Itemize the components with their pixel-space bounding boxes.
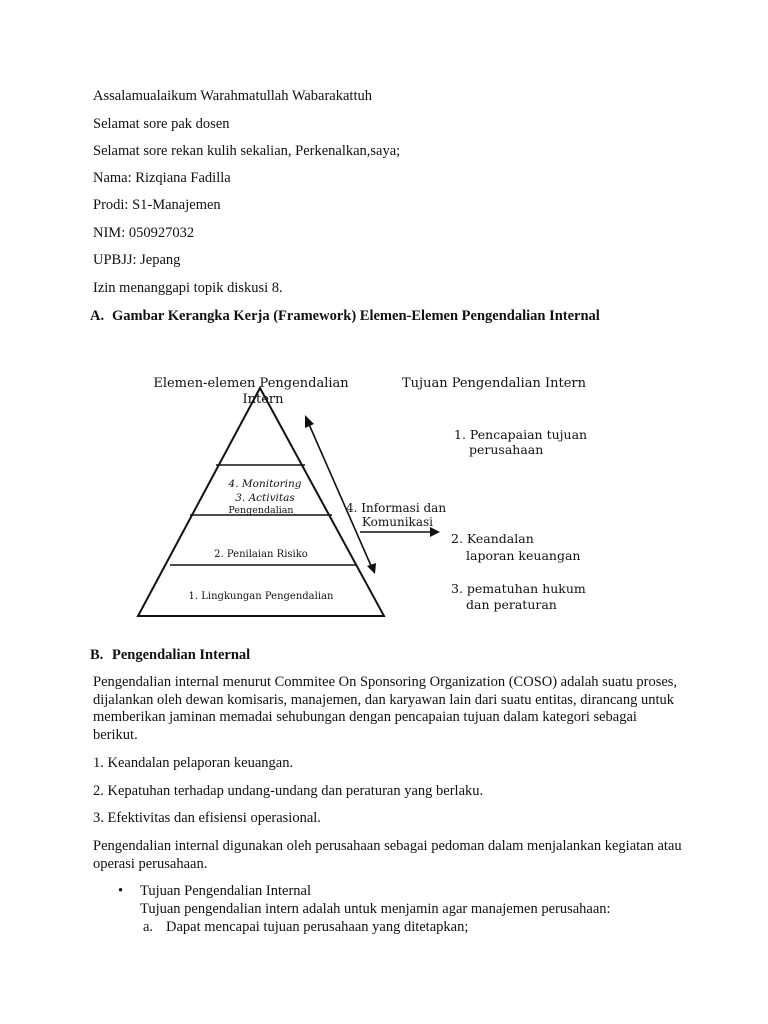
level-1-label: 1. Lingkungan Pengendalian [188, 591, 334, 602]
framework-diagram [120, 360, 600, 620]
upbjj-line: UPBJJ: Jepang [93, 252, 181, 268]
sub-list-marker: a. [143, 919, 154, 935]
arrow-head-down-icon [367, 563, 376, 574]
section-a-title: Gambar Kerangka Kerja (Framework) Elemen-Elemen Pengendalian Internal [112, 308, 600, 324]
greeting-line: Selamat sore pak dosen [93, 116, 230, 132]
usage-paragraph: Pengendalian internal digunakan oleh perusahaan sebagai pedoman dalam menjalankan kegiatan atau operasi perusahaan. [93, 838, 682, 872]
section-a-heading [90, 308, 600, 325]
goal-3-label: 3. pematuhan hukum [451, 581, 586, 596]
greeting-line: Selamat sore rekan kulih sekalian, Perkenalkan,saya; [93, 143, 401, 159]
sub-list-item [143, 919, 468, 936]
section-b-heading [90, 647, 250, 664]
bullet-description: Tujuan pengendalian intern adalah untuk menjamin agar manajemen perusahaan: [140, 901, 611, 917]
left-title-1: Elemen-elemen Pengendalian [153, 376, 349, 391]
list-item: 3. Efektivitas dan efisiensi operasional. [93, 810, 321, 826]
prodi-line: Prodi: S1-Manajemen [93, 197, 221, 213]
left-title-2: Intern [242, 392, 284, 407]
bullet-item [118, 883, 311, 900]
list-item: 2. Kepatuhan terhadap undang-undang dan peraturan yang berlaku. [93, 783, 484, 799]
info-label-2: Komunikasi [362, 515, 433, 529]
section-b-marker: B. [90, 647, 104, 663]
section-a-marker: A. [90, 308, 105, 324]
level-3-label: 3. Activitas [235, 492, 295, 504]
level-3-label-b: Pengendalian [228, 505, 294, 516]
sub-list-text: Dapat mencapai tujuan perusahaan yang ditetapkan; [166, 919, 469, 935]
nim-line: NIM: 050927032 [93, 225, 195, 241]
section-b-title: Pengendalian Internal [112, 647, 251, 663]
level-4-label: 4. Monitoring [228, 478, 302, 490]
bullet-title: Tujuan Pengendalian Internal [140, 883, 312, 899]
info-label-1: 4. Informasi dan [346, 501, 447, 515]
goal-3-label-b: dan peraturan [466, 597, 557, 612]
goal-1-label-b: perusahaan [469, 442, 544, 457]
goal-2-label-b: laporan keuangan [466, 548, 581, 563]
coso-definition-paragraph: Pengendalian internal menurut Commitee On Sponsoring Organization (COSO) adalah suatu proses, dijalankan oleh dewan komisaris, manajemen, dan karyawan lain dari suatu entitas, dirancang untuk memberikan jaminan memadai sehubungan dengan pencapaian tujuan dalam kategori sebagai berikut. [93, 674, 678, 743]
greeting-line: Assalamualaikum Warahmatullah Wabarakattuh [93, 88, 372, 104]
level-2-label: 2. Penilaian Risiko [214, 549, 308, 560]
greeting-line: Izin menanggapi topik diskusi 8. [93, 280, 283, 296]
bullet-icon: • [118, 883, 124, 899]
right-title: Tujuan Pengendalian Intern [402, 376, 586, 391]
goal-1-label: 1. Pencapaian tujuan [454, 427, 588, 442]
name-line: Nama: Rizqiana Fadilla [93, 170, 231, 186]
list-item: 1. Keandalan pelaporan keuangan. [93, 755, 294, 771]
goal-2-label: 2. Keandalan [451, 531, 534, 546]
